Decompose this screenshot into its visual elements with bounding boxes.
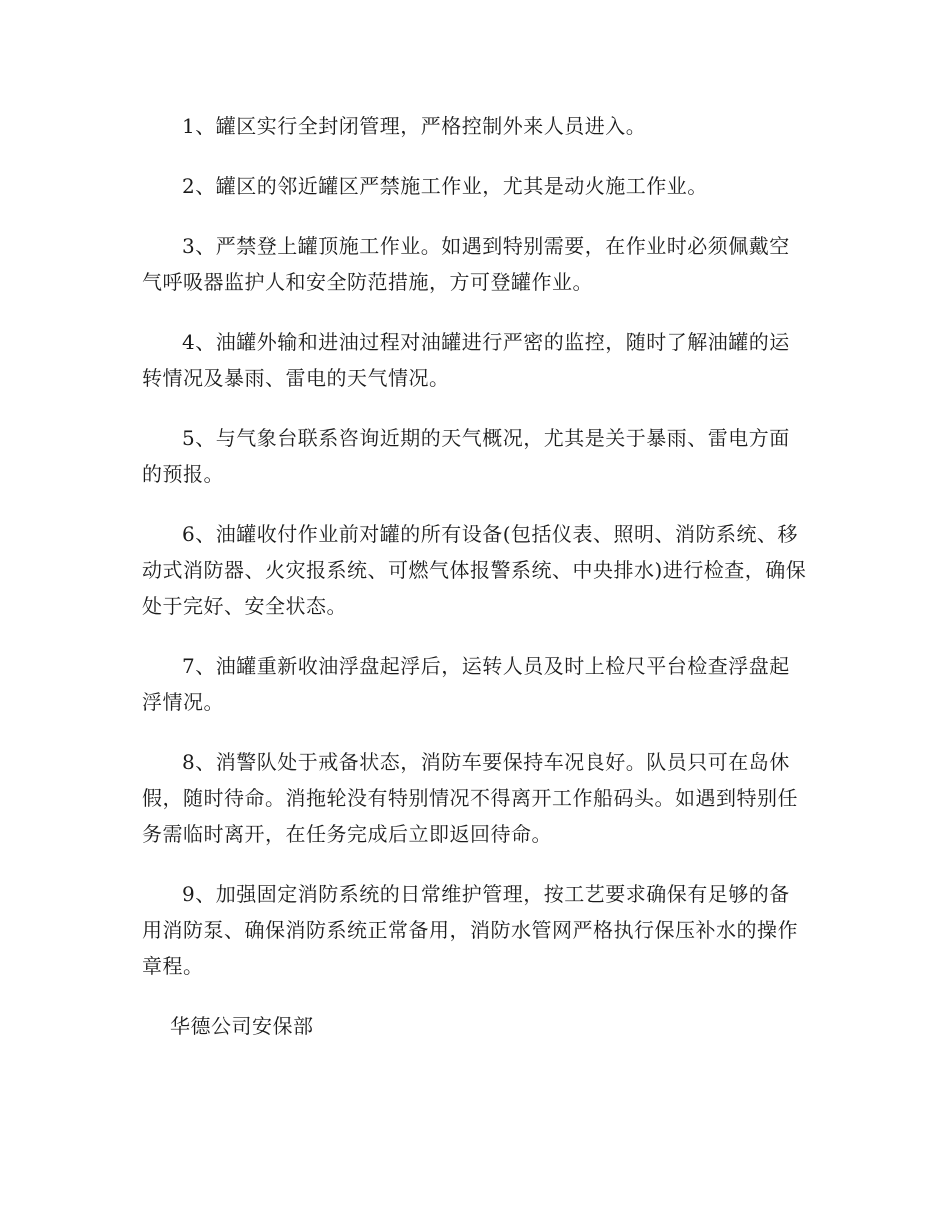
paragraph-9: 9、加强固定消防系统的日常维护管理，按工艺要求确保有足够的备用消防泵、确保消防系统正常备用，消防水管网严格执行保压补水的操作章程。 (142, 882, 798, 978)
paragraph-6: 6、油罐收付作业前对罐的所有设备(包括仪表、照明、消防系统、移动式消防器、火灾报系统、可燃气体报警系统、中央排水)进行检查，确保处于完好、安全状态。 (142, 522, 807, 618)
signature: 华德公司安保部 (170, 1014, 314, 1038)
paragraph-1: 1、罐区实行全封闭管理，严格控制外来人员进入。 (182, 114, 647, 138)
paragraph-2: 2、罐区的邻近罐区严禁施工作业，尤其是动火施工作业。 (182, 174, 708, 198)
paragraph-3: 3、严禁登上罐顶施工作业。如遇到特别需要，在作业时必须佩戴空气呼吸器监护人和安全防范措施，方可登罐作业。 (142, 234, 790, 294)
paragraph-4: 4、油罐外输和进油过程对油罐进行严密的监控，随时了解油罐的运转情况及暴雨、雷电的天气情况。 (142, 330, 790, 390)
paragraph-7: 7、油罐重新收油浮盘起浮后，运转人员及时上检尺平台检查浮盘起浮情况。 (142, 654, 790, 714)
paragraph-8: 8、消警队处于戒备状态，消防车要保持车况良好。队员只可在岛休假，随时待命。消拖轮没有特别情况不得离开工作船码头。如遇到特别任务需临时离开，在任务完成后立即返回待命。 (142, 750, 798, 846)
document-body (142, 108, 808, 1044)
paragraph-5: 5、与气象台联系咨询近期的天气概况，尤其是关于暴雨、雷电方面的预报。 (142, 426, 790, 486)
